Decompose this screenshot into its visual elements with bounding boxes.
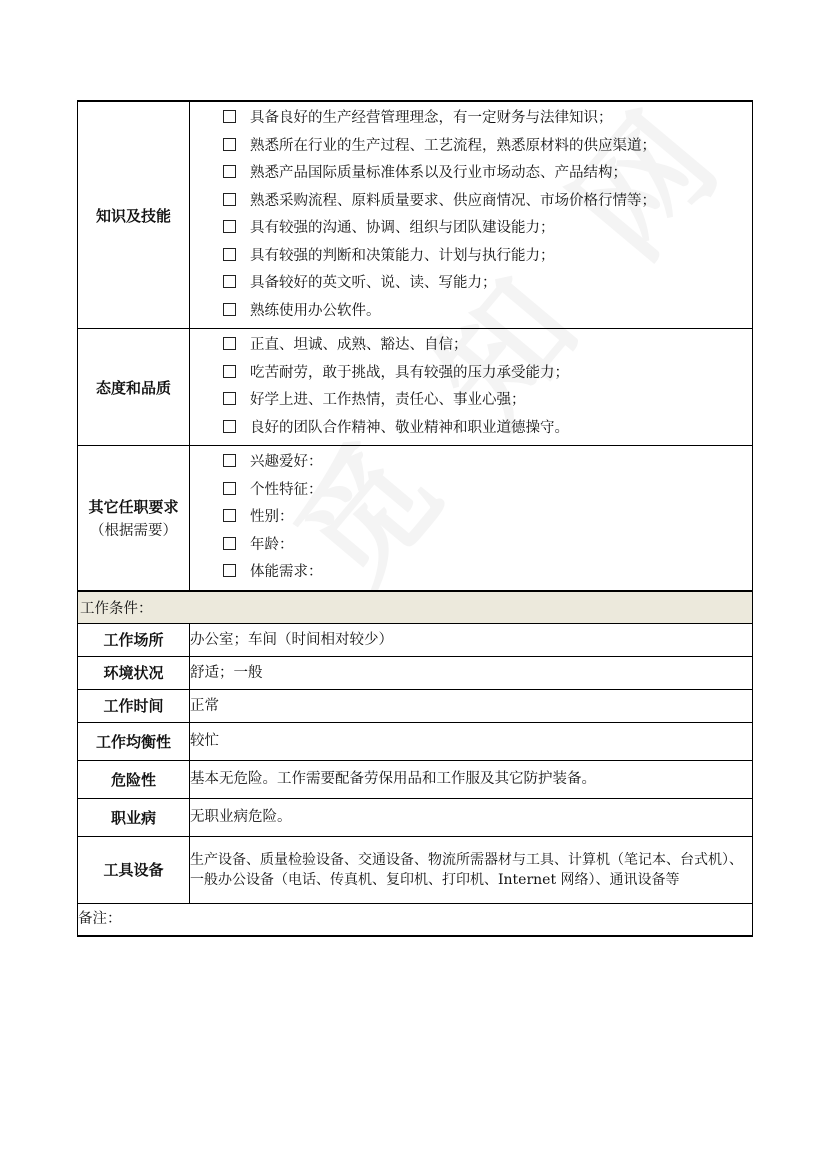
list-item: 具备较好的英文听、说、读、写能力； <box>223 270 752 298</box>
list-item: 年龄： <box>223 532 752 560</box>
remarks-row <box>78 903 753 936</box>
checkbox-icon[interactable] <box>223 337 236 350</box>
table-row: 工作时间 正常 <box>78 689 753 722</box>
job-requirements-table <box>77 100 753 937</box>
checkbox-icon[interactable] <box>223 365 236 378</box>
checkbox-icon[interactable] <box>223 509 236 522</box>
checkbox-icon[interactable] <box>223 564 236 577</box>
checkbox-icon[interactable] <box>223 275 236 288</box>
checkbox-icon[interactable] <box>223 537 236 550</box>
other-requirements-label: 其它任职要求 （根据需要） <box>78 446 190 591</box>
list-item: 良好的团队合作精神、敬业精神和职业道德操守。 <box>223 415 752 443</box>
checkbox-icon[interactable] <box>223 303 236 316</box>
table-row: 危险性 基本无危险。工作需要配备劳保用品和工作服及其它防护装备。 <box>78 760 753 798</box>
remarks-label: 备注： <box>78 903 753 936</box>
list-item: 熟悉所在行业的生产过程、工艺流程，熟悉原材料的供应渠道； <box>223 133 752 161</box>
table-row: 工作场所 办公室；车间（时间相对较少） <box>78 623 753 656</box>
knowledge-row <box>78 101 753 329</box>
list-item: 吃苦耐劳，敢于挑战，具有较强的压力承受能力； <box>223 360 752 388</box>
list-item: 性别： <box>223 504 752 532</box>
other-requirements-list <box>190 446 752 590</box>
attitude-row <box>78 329 753 446</box>
table-row: 工作均衡性 较忙 <box>78 722 753 760</box>
list-item: 熟悉产品国际质量标准体系以及行业市场动态、产品结构； <box>223 160 752 188</box>
checkbox-icon[interactable] <box>223 220 236 233</box>
attitude-list <box>190 329 752 445</box>
list-item: 具备良好的生产经营管理理念，有一定财务与法律知识； <box>223 105 752 133</box>
checkbox-icon[interactable] <box>223 193 236 206</box>
table-row: 职业病 无职业病危险。 <box>78 798 753 836</box>
checkbox-icon[interactable] <box>223 165 236 178</box>
knowledge-list <box>190 102 752 328</box>
knowledge-label: 知识及技能 <box>78 101 190 329</box>
checkbox-icon[interactable] <box>223 420 236 433</box>
list-item: 具有较强的沟通、协调、组织与团队建设能力； <box>223 215 752 243</box>
work-conditions-header <box>78 591 753 624</box>
work-conditions-title: 工作条件： <box>78 591 753 624</box>
checkbox-icon[interactable] <box>223 454 236 467</box>
list-item: 体能需求： <box>223 559 752 587</box>
list-item: 好学上进、工作热情，责任心、事业心强； <box>223 387 752 415</box>
checkbox-icon[interactable] <box>223 138 236 151</box>
other-requirements-row <box>78 446 753 591</box>
attitude-label: 态度和品质 <box>78 329 190 446</box>
list-item: 熟练使用办公软件。 <box>223 298 752 326</box>
list-item: 具有较强的判断和决策能力、计划与执行能力； <box>223 243 752 271</box>
checkbox-icon[interactable] <box>223 110 236 123</box>
list-item: 正直、坦诚、成熟、豁达、自信； <box>223 332 752 360</box>
table-row: 环境状况 舒适；一般 <box>78 656 753 689</box>
checkbox-icon[interactable] <box>223 248 236 261</box>
checkbox-icon[interactable] <box>223 482 236 495</box>
list-item: 兴趣爱好： <box>223 449 752 477</box>
list-item: 熟悉采购流程、原料质量要求、供应商情况、市场价格行情等； <box>223 188 752 216</box>
checkbox-icon[interactable] <box>223 392 236 405</box>
table-row: 工具设备 生产设备、质量检验设备、交通设备、物流所需器材与工具、计算机（笔记本、台式机）、一般办公设备（电话、传真机、复印机、打印机、Internet 网络）、通讯设备等 <box>78 836 753 903</box>
other-requirements-sublabel: （根据需要） <box>90 522 177 539</box>
list-item: 个性特征： <box>223 477 752 505</box>
